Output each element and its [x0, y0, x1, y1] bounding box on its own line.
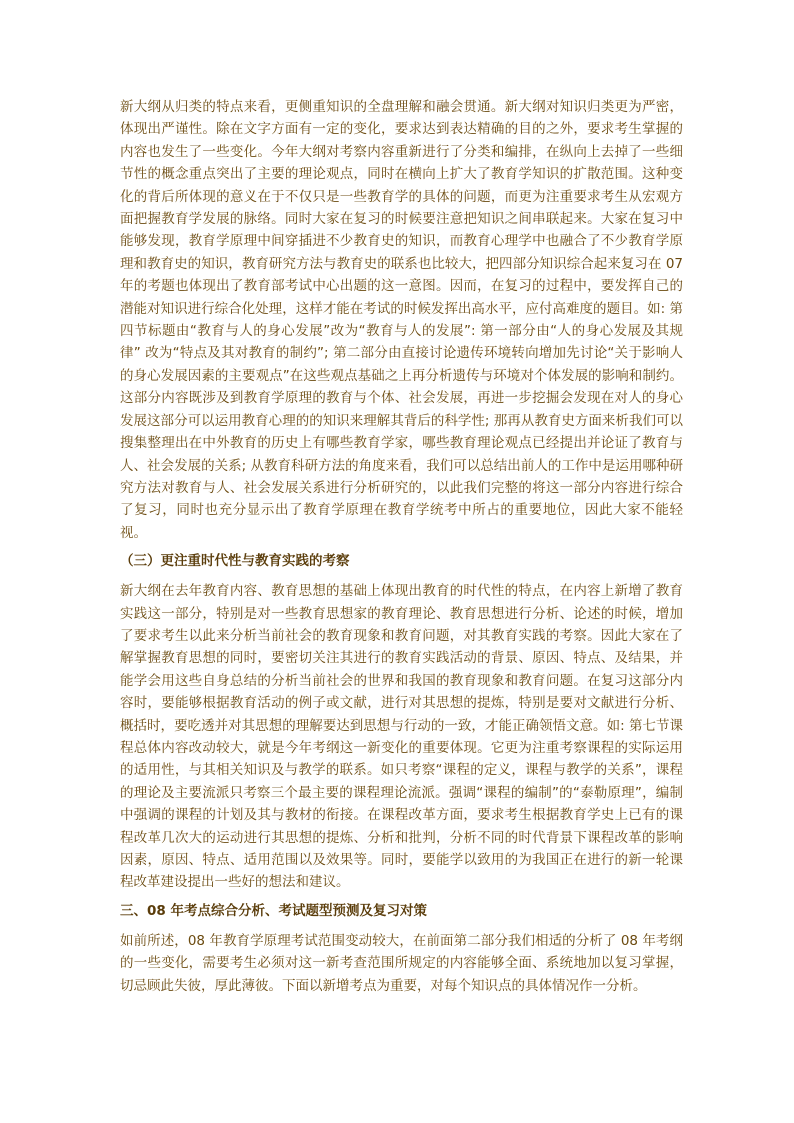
- document-body: [120, 96, 683, 1003]
- paragraph-knowledge-integration: 新大纲从归类的特点来看，更侧重知识的全盘理解和融会贯通。新大纲对知识归类更为严密，体现出严谨性。除在文字方面有一定的变化，要求达到表达精确的目的之外，要求考生掌握的内容也发生了一些变化。今年大纲对考察内容重新进行了分类和编排，在纵向上去掉了一些细节性的概念重点突出了主要的理论观点，同时在横向上扩大了教育学知识的扩散范围。这种变化的背后所体现的意义在于不仅只是一些教育学的具体的问题，而更为注重要求考生从宏观方面把握教育学发展的脉络。同时大家在复习的时候要注意把知识之间串联起来。大家在复习中能够发现，教育学原理中间穿插进不少教育史的知识，而教育心理学中也融合了不少教育学原理和教育史的知识，教育研究方法与教育史的联系也比较大，把四部分知识综合起来复习在 07 年的考题也体现出了教育部考试中心出题的这一意图。因而，在复习的过程中，要发挥自己的潜能对知识进行综合化处理，这样才能在考试的时候发挥出高水平，应付高难度的题目。如: 第四节标题由“教育与人的身心发展”改为“教育与人的发展”: 第一部分由“人的身心发展及其规律” 改为“特点及其对教育的制约”; 第二部分由直接讨论遗传环境转向增加先讨论“关于影响人的身心发展因素的主要观点”在这些观点基础之上再分析遗传与环境对个体发展的影响和制约。这部分内容既涉及到教育学原理的教育与个体、社会发展，再进一步挖掘会发现在对人的身心发展这部分可以运用教育心理的的知识来理解其背后的科学性; 那再从教育史方面来析我们可以搜集整理出在中外教育的历史上有哪些教育学家，哪些教育理论观点已经提出并论证了教育与人、社会发展的关系; 从教育科研方法的角度来看，我们可以总结出前人的工作中是运用哪种研究方法对教育与人、社会发展关系进行分析研究的，以此我们完整的将这一部分内容进行综合了复习，同时也充分显示出了教育学原理在教育学统考中所占的重要地位，因此大家不能轻视。: [120, 99, 683, 541]
- paragraph-analysis-intro: 如前所述，08 年教育学原理考试范围变动较大，在前面第二部分我们相适的分析了 08 年考纲的一些变化，需要考生必须对这一新考查范围所规定的内容能够全面、系统地加以复习掌握，切忌顾此失彼，厚此薄彼。下面以新增考点为重要，对每个知识点的具体情况作一分析。: [120, 932, 683, 994]
- subheading-practice: （三）更注重时代性与教育实践的考察: [120, 553, 350, 570]
- section-heading-analysis: 三、08 年考点综合分析、考试题型预测及复习对策: [120, 902, 427, 919]
- paragraph-education-practice: 新大纲在去年教育内容、教育思想的基础上体现出教育的时代性的特点，在内容上新增了教育实践这一部分，特别是对一些教育思想家的教育理论、教育思想进行分析、论述的时候，增加了要求考生以此来分析当前社会的教育现象和教育问题，对其教育实践的考察。因此大家在了解掌握教育思想的同时，要密切关注其进行的教育实践活动的背景、原因、特点、及结果，并能学会用这些自身总结的分析当前社会的世界和我国的教育现象和教育问题。在复习这部分内容时，要能够根据教育活动的例子或文献，进行对其思想的提炼，特别是要对文献进行分析、概括时，要吃透并对其思想的理解要达到思想与行动的一致，才能正确领悟文意。如: 第七节课程总体内容改动较大，就是今年考纲这一新变化的重要体现。它更为注重考察课程的实际运用的适用性，与其相关知识及与教学的联系。如只考察“课程的定义，课程与教学的关系”，课程的理论及主要流派只考察三个最主要的课程理论流派。强调“课程的编制”的“泰勒原理”，编制中强调的课程的计划及其与教材的衔接。在课程改革方面，要求考生根据教育学史上已有的课程改革几次大的运动进行其思想的提炼、分析和批判，分析不同的时代背景下课程改革的影响因素，原因、特点、适用范围以及效果等。同时，要能学以致用的为我国正在进行的新一轮课程改革建设提出一些好的想法和建议。: [120, 583, 683, 891]
